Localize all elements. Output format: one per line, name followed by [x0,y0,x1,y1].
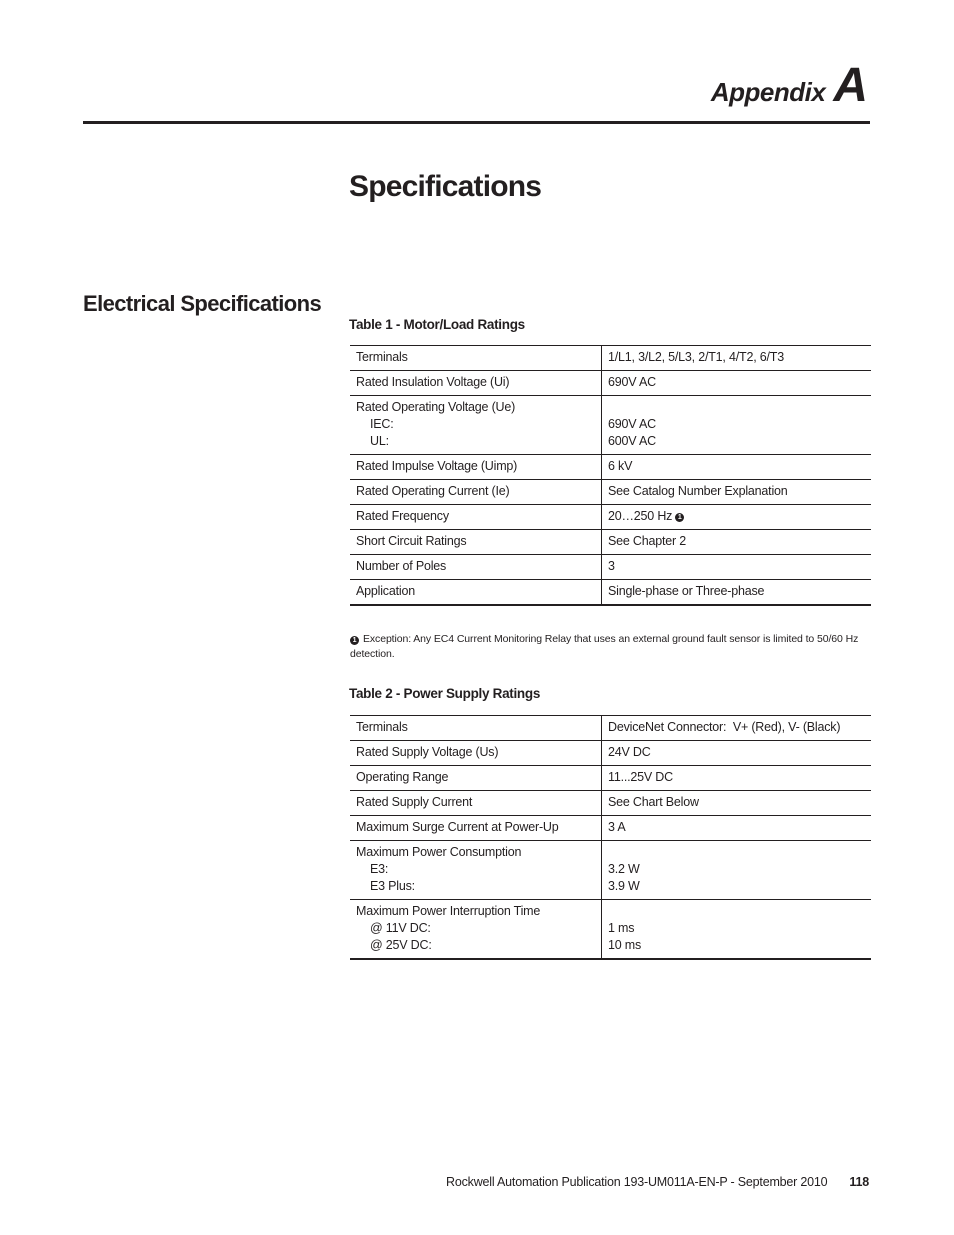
row-label: Maximum Power Consumption [356,845,522,859]
page-footer [446,1175,869,1189]
publication-info: Rockwell Automation Publication 193-UM011A-EN-P - September 2010 [446,1175,828,1189]
row-value: 1/L1, 3/L2, 5/L3, 2/T1, 4/T2, 6/T3 [602,346,872,371]
table-row [350,816,871,841]
table-row [350,741,871,766]
table-row [350,396,871,455]
row-value: 690V AC [608,417,656,431]
row-sublabel: E3 Plus: [370,879,415,893]
table-row [350,766,871,791]
row-value: See Catalog Number Explanation [602,480,872,505]
table-row [350,716,871,741]
header-rule [83,121,870,124]
row-value-group [602,396,872,455]
row-label: Rated Operating Current (Ie) [350,480,602,505]
row-sublabel: @ 11V DC: [370,921,431,935]
row-label: Rated Supply Current [350,791,602,816]
row-value: 1 ms [608,921,635,935]
row-value: See Chapter 2 [602,530,872,555]
row-value: 10 ms [608,938,642,952]
motor-load-ratings-table [350,345,871,606]
table-row [350,900,871,960]
row-value: 6 kV [602,455,872,480]
row-value-group [602,505,872,530]
row-label: Rated Operating Voltage (Ue) [356,400,516,414]
row-value-group [602,900,872,960]
row-value: 3 [602,555,872,580]
row-label: Rated Insulation Voltage (Ui) [350,371,602,396]
table-row [350,530,871,555]
row-label: Rated Supply Voltage (Us) [350,741,602,766]
footnote-text: Exception: Any EC4 Current Monitoring Relay that uses an external ground fault sensor is limited to 50/60 Hz detection. [350,633,859,660]
row-label: Terminals [350,716,602,741]
appendix-letter: A [833,59,868,112]
table-row [350,371,871,396]
row-label-group [350,396,602,455]
row-value: 600V AC [608,434,656,448]
row-sublabel: @ 25V DC: [370,938,432,952]
appendix-word: Appendix [710,77,826,107]
chapter-title: Specifications [349,170,542,203]
table-row [350,346,871,371]
row-label: Maximum Surge Current at Power-Up [350,816,602,841]
footnote [350,632,865,662]
table-row [350,505,871,530]
row-value: Single-phase or Three-phase [602,580,872,606]
table-row [350,580,871,606]
row-label: Number of Poles [350,555,602,580]
table-row [350,555,871,580]
row-value-group [602,841,872,900]
row-value: 690V AC [602,371,872,396]
row-label: Operating Range [350,766,602,791]
row-value: 20…250 Hz [608,509,673,523]
table-row [350,480,871,505]
row-sublabel: E3: [370,862,389,876]
row-value: 24V DC [602,741,872,766]
table-row [350,455,871,480]
row-value: 11...25V DC [602,766,872,791]
table2-caption: Table 2 - Power Supply Ratings [349,686,541,701]
table-row [350,841,871,900]
row-value: 3.2 W [608,862,640,876]
page-number: 118 [849,1175,869,1189]
row-label: Rated Frequency [350,505,602,530]
footnote-marker-icon: 1 [675,513,684,522]
row-label: Terminals [350,346,602,371]
row-value: See Chart Below [602,791,872,816]
row-label: Maximum Power Interruption Time [356,904,541,918]
footnote-marker-icon: 1 [350,636,359,645]
table-row [350,791,871,816]
row-value: DeviceNet Connector: V+ (Red), V- (Black) [602,716,872,741]
power-supply-ratings-table [350,715,871,960]
row-label-group [350,900,602,960]
row-sublabel: IEC: [370,417,394,431]
row-label: Short Circuit Ratings [350,530,602,555]
row-label-group [350,841,602,900]
appendix-heading [711,58,868,113]
section-title: Electrical Specifications [83,291,322,316]
table1-caption: Table 1 - Motor/Load Ratings [349,317,525,332]
row-label: Rated Impulse Voltage (Uimp) [350,455,602,480]
row-value: 3 A [602,816,872,841]
row-sublabel: UL: [370,434,389,448]
row-label: Application [350,580,602,606]
row-value: 3.9 W [608,879,640,893]
